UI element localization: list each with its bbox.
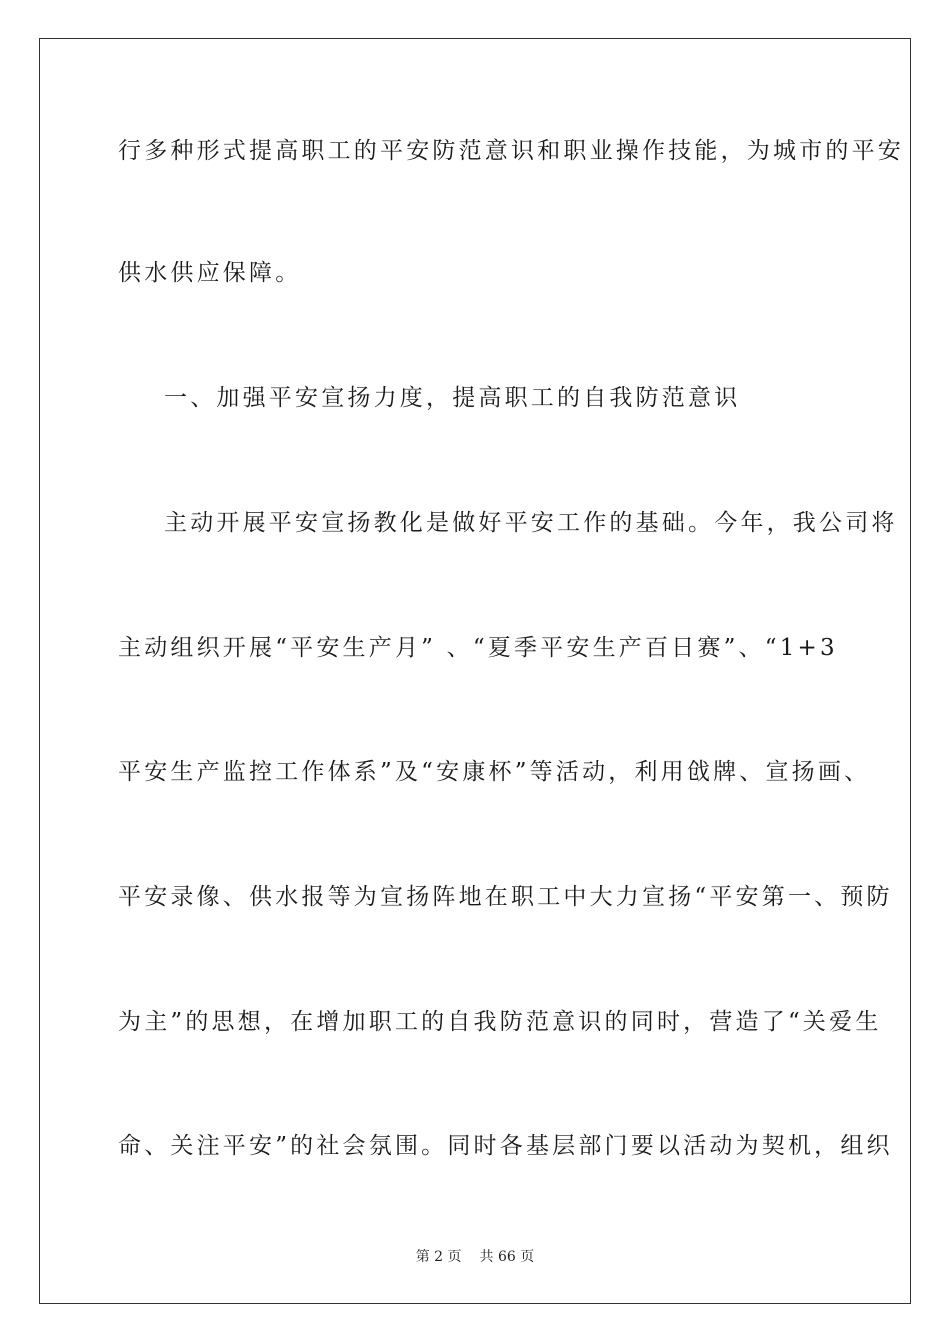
paragraph-line-2: 供水供应保障。 xyxy=(118,260,302,286)
paragraph-line-1: 行多种形式提高职工的平安防范意识和职业操作技能，为城市的平安 xyxy=(118,138,904,164)
paragraph-line-4: 主动组织开展“平安生产月” 、“夏季平安生产百日赛”、“1+3 xyxy=(118,635,838,661)
paragraph-line-6: 平安录像、供水报等为宣扬阵地在职工中大力宣扬“平安第一、预防 xyxy=(118,884,893,910)
paragraph-line-5: 平安生产监控工作体系”及“安康杯”等活动，利用戗牌、宣扬画、 xyxy=(118,759,871,785)
paragraph-line-8: 命、关注平安”的社会氛围。同时各基层部门要以活动为契机，组织 xyxy=(118,1133,893,1159)
total-pages: 共 66 页 xyxy=(479,1249,535,1265)
paragraph-line-7: 为主”的思想，在增加职工的自我防范意识的同时，营造了“关爱生 xyxy=(118,1009,882,1035)
page-footer xyxy=(0,1246,950,1266)
section-heading: 一、加强平安宣扬力度，提高职工的自我防范意识 xyxy=(164,385,741,411)
page-number: 第 2 页 xyxy=(415,1249,462,1265)
page-border xyxy=(39,38,911,1304)
paragraph-line-3: 主动开展平安宣扬教化是做好平安工作的基础。今年，我公司将 xyxy=(164,510,898,536)
